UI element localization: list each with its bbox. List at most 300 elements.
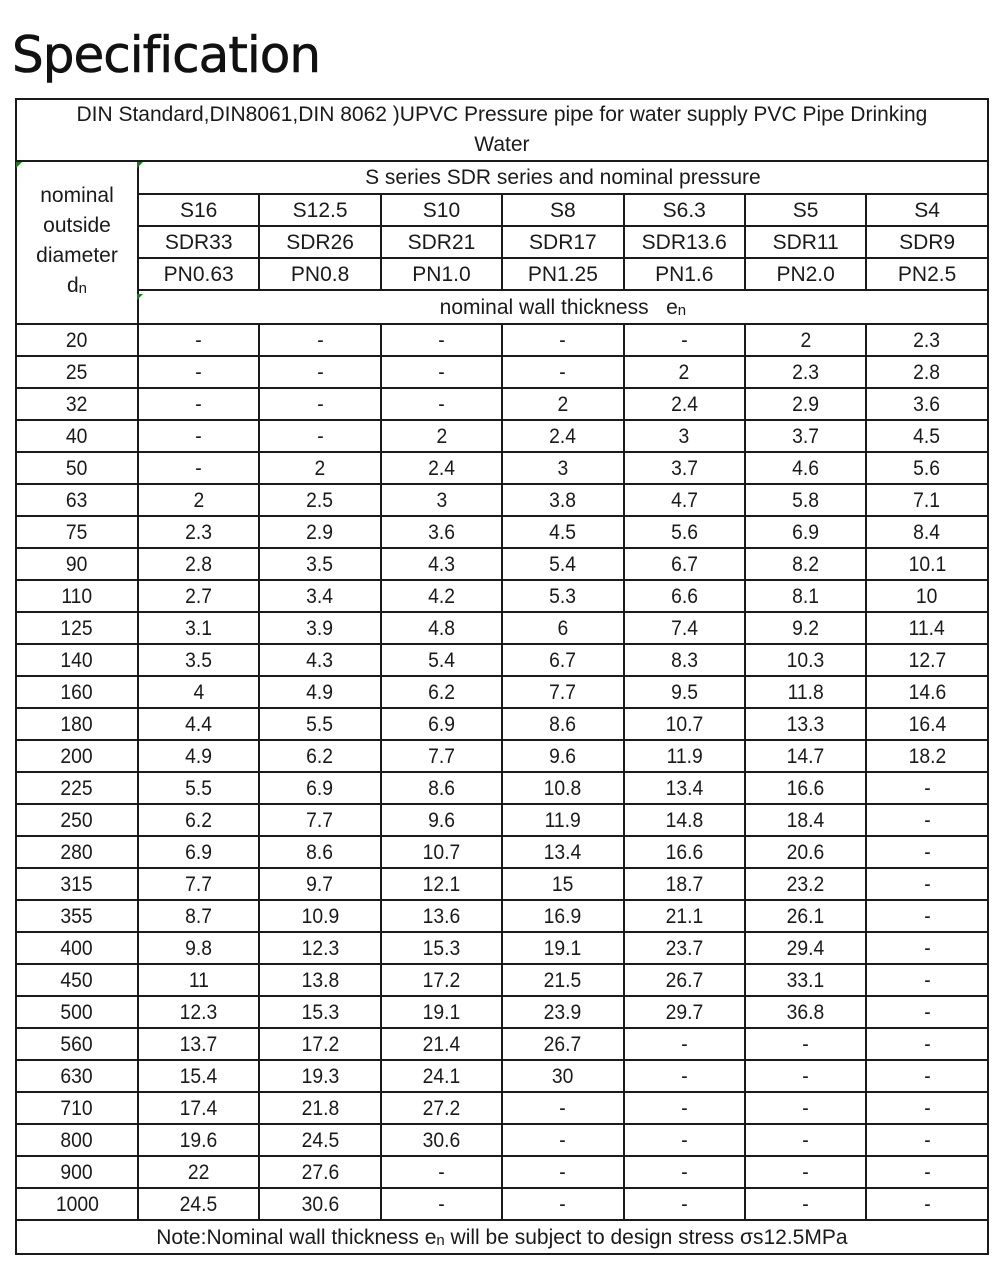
table-row [16,324,988,356]
diameter-value: 800 [60,1128,94,1152]
wall-thickness-cell [624,548,745,580]
wall-thickness-value: 2.8 [185,552,213,576]
wall-thickness-value: - [802,1096,809,1120]
table-row [16,516,988,548]
diameter-cell [16,580,138,612]
sdr-series-cell: SDR26 [259,226,380,258]
wall-thickness-cell [259,548,380,580]
wall-thickness-cell [745,356,866,388]
wall-thickness-cell [624,1028,745,1060]
note-symbol-sub: n [436,1231,445,1249]
wall-thickness-value: 5.5 [185,776,213,800]
wall-thickness-value: 5.6 [670,520,698,544]
wall-thickness-value: - [316,360,324,384]
sdr-series-cell: SDR11 [745,226,866,258]
diameter-value: 50 [66,456,88,480]
diameter-cell [16,644,138,676]
wall-thickness-value: 10.7 [665,712,704,736]
wall-thickness-value: - [802,1128,809,1152]
wall-thickness-cell [745,740,866,772]
wall-thickness-cell [138,548,259,580]
wall-thickness-value: 6.2 [185,808,213,832]
diameter-cell [16,612,138,644]
wall-thickness-cell [381,612,502,644]
wall-thickness-cell [381,868,502,900]
wall-thickness-cell [866,1092,987,1124]
sdr-series-cell: SDR17 [502,226,623,258]
wall-thickness-cell [381,516,502,548]
wall-thickness-value: 13.7 [179,1032,218,1056]
wall-thickness-cell [381,452,502,484]
wall-thickness-value: - [681,1128,688,1152]
wall-thickness-cell [866,932,987,964]
note-symbol: e [424,1225,437,1249]
wall-thickness-cell [138,804,259,836]
wall-thickness-value: 2.4 [428,456,455,480]
wall-thickness-value: 11.8 [787,680,824,704]
wall-thickness-cell [866,772,987,804]
wall-thickness-value: 23.7 [665,936,704,960]
wall-thickness-cell [381,708,502,740]
diameter-value: 225 [60,776,94,800]
wall-thickness-value: 13.4 [544,840,582,864]
diameter-cell [16,1060,138,1092]
wall-thickness-value: 5.8 [792,488,820,512]
wall-thickness-cell [381,676,502,708]
wall-thickness-value: 2.3 [185,520,213,544]
wall-thickness-cell [502,548,623,580]
wall-thickness-value: 4.8 [428,616,455,640]
diameter-value: 160 [60,680,94,704]
wall-thickness-cell [866,580,987,612]
wall-thickness-value: 2 [193,488,205,512]
wall-thickness-value: - [802,1032,809,1056]
wall-thickness-value: 2.7 [185,584,213,608]
wall-thickness-cell [745,1092,866,1124]
od-header-symbol-sub: n [78,280,88,297]
wall-thickness-cell [138,644,259,676]
wall-thickness-value: 21.1 [665,904,704,928]
wall-thickness-value: 5.4 [428,648,455,672]
wall-thickness-cell [866,548,987,580]
wall-thickness-cell [624,420,745,452]
wall-thickness-value: 5.5 [306,712,334,736]
wall-thickness-value: 15.4 [179,1064,218,1088]
pn-series-cell: PN2.5 [866,258,987,290]
wall-thickness-value: - [438,360,445,384]
wall-thickness-cell [259,580,380,612]
wall-thickness-value: 4.4 [185,712,213,736]
wall-thickness-value: - [195,456,202,480]
wall-thickness-value: 18.7 [665,872,704,896]
s-series-cell: S6.3 [624,194,745,226]
wall-thickness-value: 6 [557,616,569,640]
wall-thickness-value: 12.1 [422,872,461,896]
wall-thickness-cell [866,356,987,388]
wall-thickness-cell [138,580,259,612]
diameter-value: 75 [66,520,88,544]
wall-thickness-value: 8.6 [428,776,455,800]
wall-thickness-cell [381,964,502,996]
wall-thickness-value: - [195,328,202,352]
wall-thickness-cell [866,964,987,996]
wall-thickness-cell [381,388,502,420]
wall-thickness-value: 3.6 [913,392,941,416]
wall-thickness-cell [624,452,745,484]
wall-thickness-value: 6.7 [549,648,577,672]
wall-thickness-cell [745,324,866,356]
wall-header-symbol-sub: n [677,301,687,319]
s-series-cell: S12.5 [259,194,380,226]
wall-thickness-value: 17.2 [422,968,461,992]
wall-thickness-value: 2.9 [306,520,334,544]
wall-thickness-value: 29.7 [665,1000,704,1024]
wall-thickness-value: 2 [436,424,447,448]
diameter-cell [16,516,138,548]
table-row [16,1060,988,1092]
table-row [16,1124,988,1156]
wall-thickness-cell [259,612,380,644]
diameter-cell [16,548,138,580]
wall-thickness-value: 16.4 [908,712,946,736]
wall-thickness-value: 10.3 [786,648,825,672]
table-row [16,452,988,484]
wall-thickness-cell [138,612,259,644]
wall-thickness-value: 3.9 [306,616,334,640]
wall-thickness-value: 5.3 [549,584,577,608]
wall-thickness-cell [624,772,745,804]
cell-comment-marker [16,162,22,168]
wall-thickness-value: - [681,1192,688,1216]
wall-thickness-value: - [316,392,324,416]
wall-thickness-value: 18.4 [786,808,825,832]
diameter-value: 90 [66,552,88,576]
table-row [16,420,988,452]
wall-thickness-cell [259,1028,380,1060]
wall-thickness-cell [502,388,623,420]
wall-thickness-cell [259,324,380,356]
wall-thickness-cell [866,836,987,868]
wall-thickness-value: 9.2 [792,616,820,640]
wall-thickness-cell [745,612,866,644]
wall-thickness-value: 6.9 [306,776,334,800]
wall-thickness-value: - [802,1064,809,1088]
wall-thickness-cell [866,900,987,932]
wall-thickness-cell [502,1124,623,1156]
table-row [16,868,988,900]
wall-thickness-cell [866,324,987,356]
wall-thickness-cell [745,548,866,580]
wall-thickness-value: 19.3 [301,1064,339,1088]
table-row [16,740,988,772]
table-row [16,708,988,740]
diameter-cell [16,868,138,900]
sdr-series-row [16,226,988,258]
wall-thickness-value: 10.9 [301,904,339,928]
wall-thickness-value: 6.6 [670,584,698,608]
note-row [16,1220,988,1254]
wall-thickness-value: - [802,1160,809,1184]
wall-thickness-value: - [195,360,202,384]
wall-thickness-value: 4.2 [428,584,455,608]
wall-thickness-cell [259,772,380,804]
wall-thickness-value: 11.9 [666,744,703,768]
wall-thickness-cell [624,900,745,932]
table-row [16,356,988,388]
wall-thickness-cell [624,676,745,708]
wall-thickness-value: 2 [800,328,812,352]
wall-thickness-cell [866,516,987,548]
wall-thickness-value: 4.9 [185,744,213,768]
wall-thickness-value: 6.9 [185,840,213,864]
diameter-value: 630 [60,1064,94,1088]
wall-thickness-value: 19.6 [179,1128,218,1152]
wall-thickness-value: 11 [188,968,209,992]
wall-thickness-cell [259,740,380,772]
diameter-value: 40 [66,424,88,448]
wall-thickness-cell [138,1156,259,1188]
diameter-value: 20 [66,328,88,352]
wall-thickness-value: 2.3 [792,360,820,384]
wall-thickness-value: 2.4 [670,392,698,416]
sdr-series-cell: SDR33 [138,226,259,258]
diameter-cell [16,1092,138,1124]
note-prefix: Note:Nominal wall thickness [156,1225,425,1249]
wall-thickness-cell [745,484,866,516]
wall-thickness-cell [502,1092,623,1124]
wall-thickness-value: - [681,1096,688,1120]
wall-thickness-cell [866,1028,987,1060]
wall-thickness-cell [138,740,259,772]
pn-series-cell: PN0.63 [138,258,259,290]
wall-thickness-value: 7.1 [913,488,941,512]
wall-thickness-cell [624,1060,745,1092]
diameter-value: 280 [60,840,94,864]
wall-thickness-cell [259,1092,380,1124]
wall-thickness-cell [259,644,380,676]
wall-thickness-cell [866,996,987,1028]
wall-thickness-cell [138,1188,259,1220]
pn-series-cell: PN2.0 [745,258,866,290]
s-series-cell: S16 [138,194,259,226]
wall-thickness-cell [745,900,866,932]
wall-thickness-cell [502,516,623,548]
wall-thickness-cell [259,356,380,388]
wall-thickness-value: 3.5 [185,648,213,672]
table-row [16,964,988,996]
wall-thickness-value: - [923,808,931,832]
wall-thickness-cell [745,932,866,964]
wall-thickness-value: 10.7 [422,840,461,864]
wall-thickness-value: 3.1 [185,616,213,640]
wall-thickness-cell [259,868,380,900]
wall-thickness-value: 9.7 [306,872,334,896]
wall-thickness-cell [259,708,380,740]
wall-thickness-cell [502,1028,623,1060]
wall-thickness-cell [259,484,380,516]
wall-thickness-cell [138,708,259,740]
wall-thickness-cell [745,868,866,900]
wall-thickness-cell [866,644,987,676]
wall-thickness-cell [502,452,623,484]
wall-thickness-cell [381,996,502,1028]
wall-thickness-value: - [923,1096,931,1120]
wall-thickness-value: 16.6 [665,840,704,864]
wall-thickness-cell [866,388,987,420]
wall-thickness-cell [138,868,259,900]
wall-thickness-cell [502,580,623,612]
table-row [16,484,988,516]
diameter-value: 125 [60,616,94,640]
wall-thickness-cell [866,1188,987,1220]
cell-comment-marker [137,162,143,168]
wall-thickness-cell [745,836,866,868]
wall-thickness-cell [502,612,623,644]
wall-thickness-value: 8.1 [792,584,820,608]
wall-thickness-cell [259,420,380,452]
wall-thickness-cell [502,1156,623,1188]
wall-thickness-value: 22 [187,1160,210,1184]
wall-thickness-value: 11.4 [908,616,946,640]
wall-thickness-value: - [438,1192,445,1216]
wall-thickness-value: 3.7 [792,424,820,448]
wall-thickness-value: - [559,360,567,384]
wall-thickness-value: 15 [552,872,574,896]
wall-thickness-value: 5.4 [549,552,577,576]
wall-thickness-cell [259,996,380,1028]
wall-thickness-cell [624,964,745,996]
table-row [16,1028,988,1060]
wall-thickness-cell [381,484,502,516]
wall-thickness-cell [866,420,987,452]
wall-thickness-cell [502,1060,623,1092]
diameter-cell [16,836,138,868]
wall-thickness-cell [866,1060,987,1092]
table-row [16,388,988,420]
diameter-cell [16,1156,138,1188]
wall-thickness-cell [138,420,259,452]
wall-thickness-cell [502,420,623,452]
diameter-cell [16,420,138,452]
wall-thickness-value: 17.2 [301,1032,339,1056]
wall-thickness-cell [502,772,623,804]
wall-thickness-value: 7.7 [549,680,577,704]
wall-thickness-value: 33.1 [786,968,825,992]
diameter-value: 110 [61,584,93,608]
diameter-value: 900 [60,1160,94,1184]
s-series-cell: S8 [502,194,623,226]
wall-thickness-cell [745,1124,866,1156]
wall-thickness-value: 4.6 [792,456,820,480]
wall-thickness-cell [381,804,502,836]
diameter-cell [16,932,138,964]
diameter-value: 63 [66,488,88,512]
pn-series-cell: PN1.6 [624,258,745,290]
wall-thickness-cell [502,484,623,516]
wall-thickness-cell [259,1060,380,1092]
wall-thickness-value: 13.4 [665,776,704,800]
wall-thickness-cell [502,964,623,996]
wall-thickness-value: 8.7 [185,904,213,928]
wall-thickness-cell [259,676,380,708]
diameter-cell [16,1188,138,1220]
wall-thickness-value: 36.8 [786,1000,825,1024]
diameter-cell [16,740,138,772]
wall-thickness-cell [745,644,866,676]
wall-thickness-cell [502,676,623,708]
wall-thickness-value: - [923,1160,931,1184]
table-row [16,772,988,804]
wall-thickness-value: 2.4 [549,424,577,448]
wall-thickness-value: - [923,1000,931,1024]
wall-thickness-value: 3 [678,424,690,448]
wall-thickness-value: 21.5 [544,968,582,992]
wall-thickness-value: 15.3 [422,936,461,960]
wall-thickness-cell [745,996,866,1028]
wall-thickness-value: - [923,936,931,960]
wall-thickness-cell [259,932,380,964]
diameter-cell [16,452,138,484]
wall-thickness-value: 3.5 [306,552,334,576]
wall-thickness-value: - [438,328,445,352]
wall-thickness-cell [624,484,745,516]
diameter-value: 355 [60,904,94,928]
wall-thickness-cell [138,388,259,420]
wall-thickness-value: - [316,328,324,352]
wall-thickness-cell [138,676,259,708]
diameter-value: 560 [60,1032,94,1056]
wall-thickness-value: 7.7 [428,744,455,768]
wall-thickness-cell [381,1092,502,1124]
diameter-cell [16,324,138,356]
wall-thickness-value: 26.7 [544,1032,582,1056]
wall-thickness-value: - [923,1192,931,1216]
wall-thickness-cell [624,868,745,900]
wall-thickness-cell [381,1028,502,1060]
wall-thickness-cell [259,452,380,484]
wall-thickness-cell [624,1124,745,1156]
diameter-cell [16,996,138,1028]
wall-thickness-value: 9.6 [549,744,577,768]
diameter-cell [16,356,138,388]
wall-thickness-cell [745,516,866,548]
wall-thickness-cell [502,1188,623,1220]
table-row [16,644,988,676]
wall-thickness-value: - [923,1064,931,1088]
wall-thickness-value: 9.6 [428,808,455,832]
diameter-value: 200 [60,744,94,768]
wall-thickness-cell [745,804,866,836]
wall-thickness-value: 6.7 [670,552,698,576]
wall-thickness-cell [745,420,866,452]
wall-thickness-value: 4.9 [306,680,334,704]
wall-thickness-cell [745,1060,866,1092]
wall-thickness-cell [624,580,745,612]
wall-thickness-cell [624,836,745,868]
wall-thickness-value: 9.8 [185,936,213,960]
wall-thickness-cell [138,452,259,484]
wall-thickness-value: 4.7 [670,488,698,512]
wall-thickness-value: 13.3 [786,712,825,736]
diameter-cell [16,964,138,996]
wall-thickness-value: 3.7 [670,456,698,480]
wall-thickness-cell [624,1156,745,1188]
wall-thickness-value: 24.1 [422,1064,461,1088]
wall-thickness-cell [381,356,502,388]
wall-thickness-value: 20.6 [786,840,825,864]
table-row [16,996,988,1028]
diameter-cell [16,1124,138,1156]
